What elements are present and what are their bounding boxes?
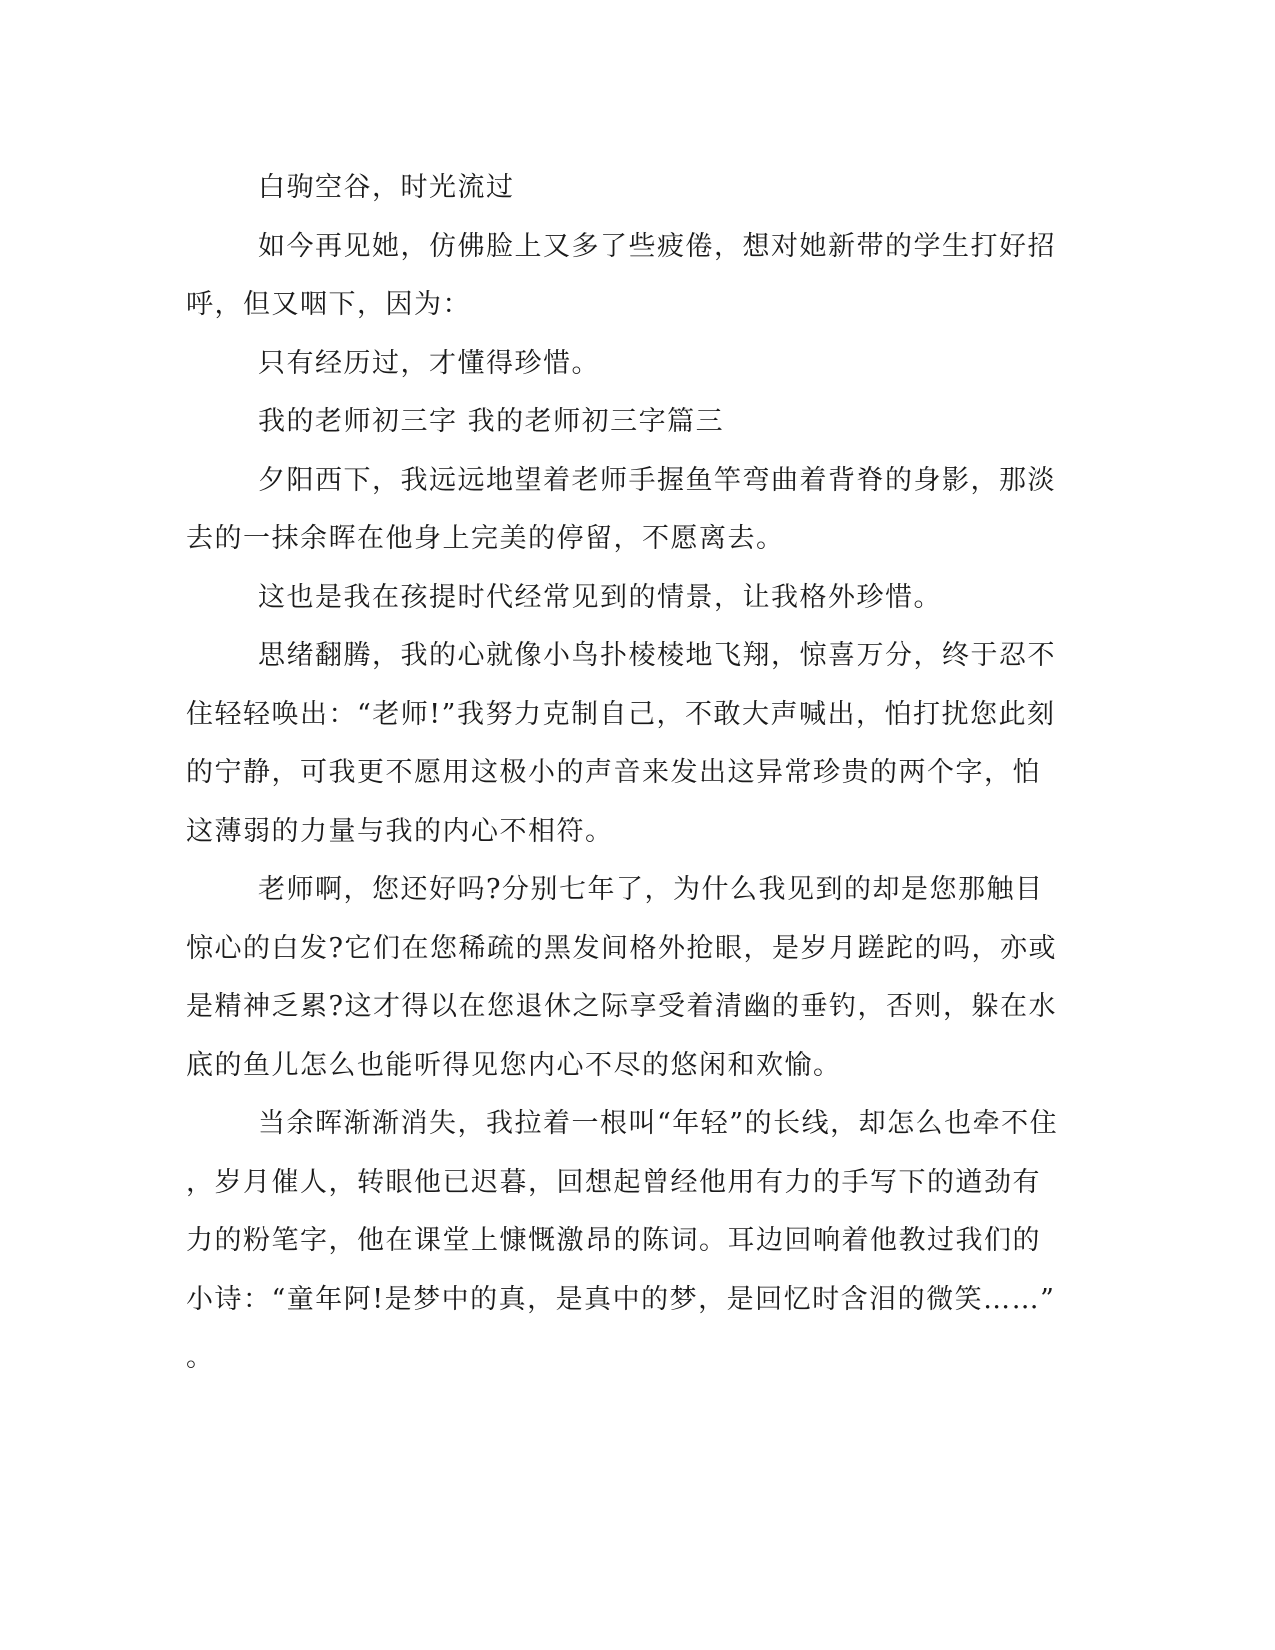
text-line: 当余晖渐渐消失，我拉着一根叫“年轻”的长线，却怎么也牵不住 (258, 1108, 1059, 1139)
paragraph (186, 335, 1046, 394)
text-line: ，岁月催人，转眼他已迟暮，回想起曾经他用有力的手写下的遒劲有 (186, 1166, 1041, 1198)
paragraph (186, 218, 1056, 335)
text-line: 的宁静，可我更不愿用这极小的声音来发出这异常珍贵的两个字，怕 (186, 757, 1041, 788)
text-line: 这薄弱的力量与我的内心不相符。 (186, 815, 614, 847)
paragraph (186, 861, 1057, 1095)
text-line: 力的粉笔字，他在课堂上慷慨激昂的陈词。耳边回响着他教过我们的 (186, 1225, 1041, 1256)
text-line: 思绪翻腾，我的心就像小鸟扑棱棱地飞翔，惊喜万分，终于忍不 (258, 640, 1056, 671)
text-line: 这也是我在孩提时代经常见到的情景，让我格外珍惜。 (258, 581, 942, 613)
paragraph (186, 452, 1056, 569)
paragraph (186, 627, 1056, 861)
paragraph (186, 159, 1046, 218)
text-line: 底的鱼儿怎么也能听得见您内心不尽的悠闲和欢愉。 (186, 1049, 842, 1081)
paragraph (186, 569, 1046, 628)
paragraph (186, 1095, 1059, 1388)
text-line: 老师啊，您还好吗?分别七年了，为什么我见到的却是您那触目 (258, 874, 1044, 905)
text-line: 去的一抹余晖在他身上完美的停留，不愿离去。 (186, 523, 785, 554)
text-line: 我的老师初三字 我的老师初三字篇三 (258, 406, 725, 437)
text-line: 惊心的白发?它们在您稀疏的黑发间格外抢眼，是岁月蹉跎的吗，亦或 (186, 932, 1057, 964)
section-heading (186, 393, 1046, 452)
text-line: 如今再见她，仿佛脸上又多了些疲倦，想对她新带的学生打好招 (258, 230, 1056, 262)
text-line: 只有经历过，才懂得珍惜。 (258, 347, 600, 379)
text-line: 呼，但又咽下，因为： (186, 289, 471, 320)
text-line: 是精神乏累?这才得以在您退休之际享受着清幽的垂钓，否则，躲在水 (186, 991, 1057, 1022)
document-body (186, 159, 1059, 1388)
text-line: 白驹空谷，时光流过 (258, 172, 515, 203)
text-line: 。 (186, 1342, 215, 1373)
text-line: 住轻轻唤出：“老师!”我努力克制自己，不敢大声喊出，怕打扰您此刻 (186, 698, 1056, 730)
text-line: 小诗：“童年阿!是梦中的真，是真中的梦，是回忆时含泪的微笑……” (186, 1283, 1056, 1315)
text-line: 夕阳西下，我远远地望着老师手握鱼竿弯曲着背脊的身影，那淡 (258, 464, 1056, 496)
